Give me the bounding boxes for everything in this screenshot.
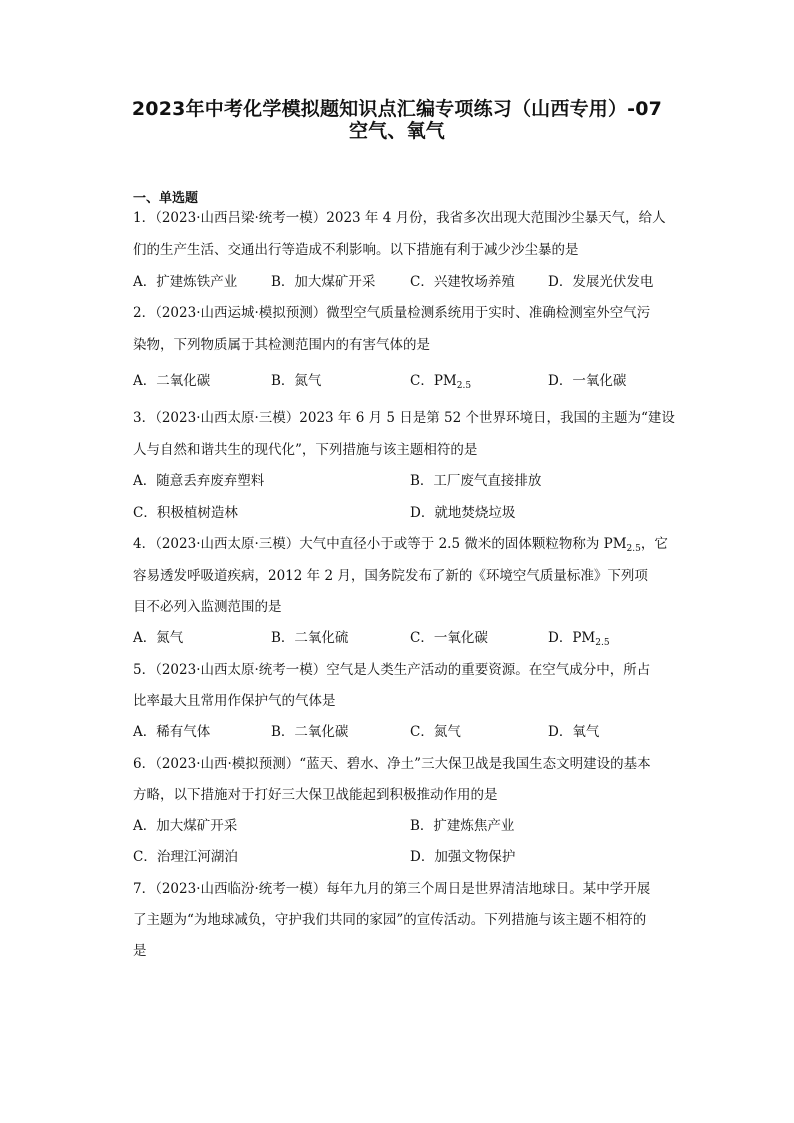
q2-option-b: B．氮气 [271, 373, 322, 389]
q5-option-a: A．稀有气体 [133, 724, 211, 740]
q4-line2: 容易透发呼吸道疾病，2012 年 2 月，国务院发布了新的《环境空气质量标准》下列项 [133, 568, 648, 584]
q7-line3: 是 [133, 943, 147, 959]
q2-option-d: D．一氧化碳 [548, 373, 627, 389]
q6-option-c: C．治理江河湖泊 [133, 849, 238, 865]
q4-option-a: A．氮气 [133, 630, 184, 646]
q1-line2: 们的生产生活、交通出行等造成不利影响。以下措施有利于减少沙尘暴的是 [133, 242, 579, 258]
q1-option-d: D．发展光伏发电 [548, 274, 654, 290]
q1-option-b: B．加大煤矿开采 [271, 274, 376, 290]
q3-option-a: A．随意丢弃废弃塑料 [133, 473, 265, 489]
q6-line2: 方略，以下措施对于打好三大保卫战能起到积极推动作用的是 [133, 787, 498, 803]
q3-line2: 人与自然和谐共生的现代化”，下列措施与该主题相符的是 [133, 442, 478, 458]
doc-title-line1: 2023年中考化学模拟题知识点汇编专项练习（山西专用）-07 [131, 98, 663, 120]
q2-line1: 2．（2023·山西运城·模拟预测）微型空气质量检测系统用于实时、准确检测室外空气污 [133, 305, 651, 321]
q2-option-a: A．二氧化碳 [133, 373, 211, 389]
q6-option-a: A．加大煤矿开采 [133, 818, 238, 834]
q1-option-a: A．扩建炼铁产业 [133, 274, 238, 290]
q5-line1: 5．（2023·山西太原·统考一模）空气是人类生产活动的重要资源。在空气成分中，所占 [133, 662, 651, 678]
q6-line1: 6．（2023·山西·模拟预测）“蓝天、碧水、净土”三大保卫战是我国生态文明建设的基本 [133, 756, 651, 772]
q4-option-b: B．二氧化硫 [271, 630, 349, 646]
q1-option-c: C．兴建牧场养殖 [410, 274, 515, 290]
q4-option-d: D．$PM_{2.5}$ [548, 630, 610, 648]
q7-line1: 7．（2023·山西临汾·统考一模）每年九月的第三个周日是世界清洁地球日。某中学开展 [133, 881, 651, 897]
q2-option-c-subscript: 2.5 [456, 381, 472, 391]
doc-title-line2: 空气、氧气 [348, 120, 445, 142]
q3-option-c: C．积极植树造林 [133, 505, 238, 521]
q3-option-d: D．就地焚烧垃圾 [410, 505, 516, 521]
q4-line3: 目不必列入监测范围的是 [133, 599, 282, 615]
q5-option-b: B．二氧化碳 [271, 724, 349, 740]
q2-option-c: C．$PM_{2.5}$ [410, 373, 472, 391]
q4-option-c: C．一氧化碳 [410, 630, 488, 646]
q3-option-b: B．工厂废气直接排放 [410, 473, 542, 489]
q5-option-d: D．氧气 [548, 724, 600, 740]
q5-option-c: C．氮气 [410, 724, 461, 740]
q2-line2: 染物，下列物质属于其检测范围内的有害气体的是 [133, 337, 430, 353]
q3-line1: 3．（2023·山西太原·三模）2023 年 6 月 5 日是第 52 个世界环境日，我国的主题为“建设 [133, 410, 675, 426]
q6-option-d: D．加强文物保护 [410, 849, 516, 865]
q1-line1: 1．（2023·山西吕梁·统考一模）2023 年 4 月份，我省多次出现大范围沙尘暴天气，给人 [133, 210, 666, 226]
q4-option-d-subscript: 2.5 [595, 638, 610, 648]
section-heading: 一、单选题 [133, 191, 199, 206]
q4-line1: 4．（2023·山西太原·三模）大气中直径小于或等于 2.5 微米的固体颗粒物称为 $PM_{2.5}$，它 [133, 536, 668, 554]
q7-line2: 了主题为“为地球减负，守护我们共同的家园”的宣传活动。下列措施与该主题不相符的 [133, 912, 647, 928]
q6-option-b: B．扩建炼焦产业 [410, 818, 515, 834]
q4-subscript: 2.5 [626, 544, 641, 554]
q5-line2: 比率最大且常用作保护气的气体是 [133, 693, 336, 709]
